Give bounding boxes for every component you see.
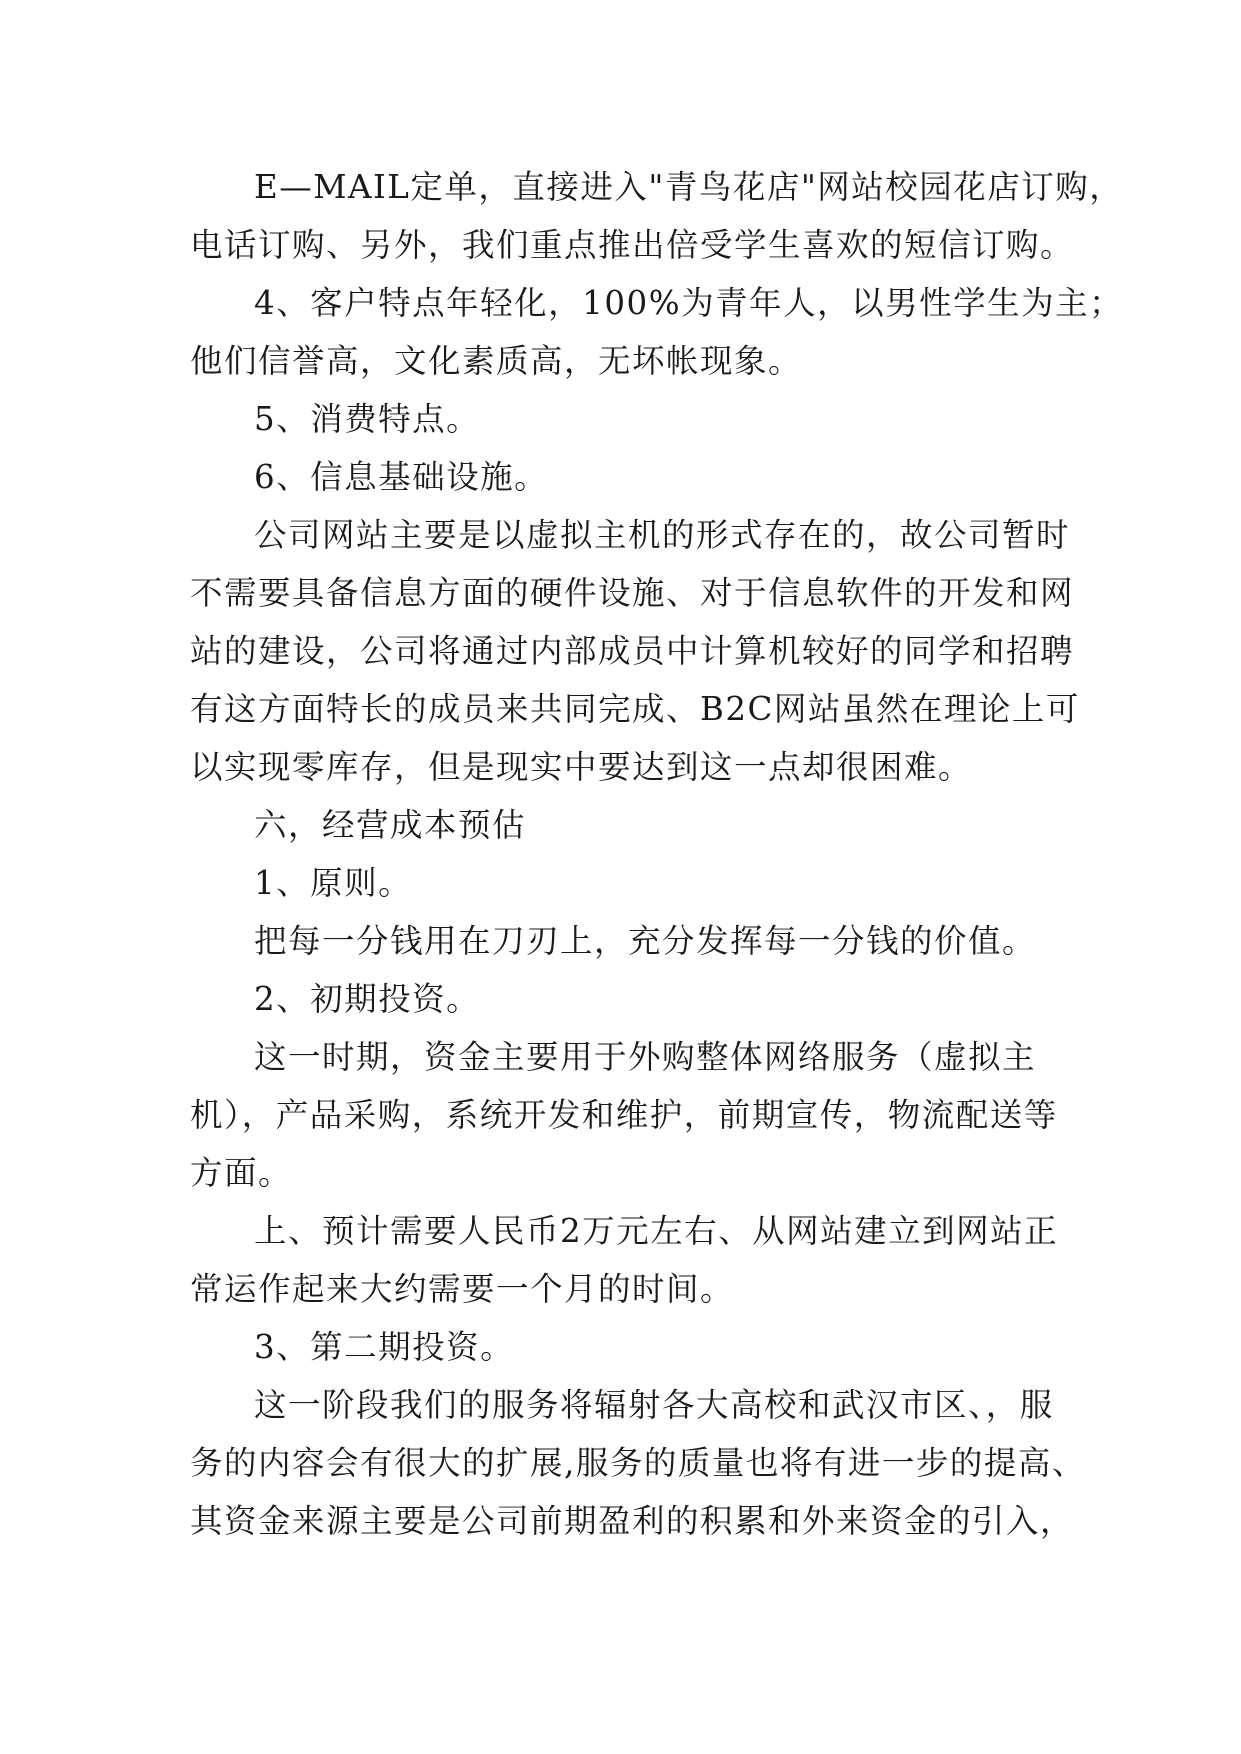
paragraph-line: 公司网站主要是以虚拟主机的形式存在的，故公司暂时: [254, 516, 1071, 554]
paragraph-line: 不需要具备信息方面的硬件设施、对于信息软件的开发和网: [190, 574, 1075, 612]
paragraph-line: 电话订购、另外，我们重点推出倍受学生喜欢的短信订购。: [190, 226, 1075, 264]
paragraph-line: 常运作起来大约需要一个月的时间。: [190, 1270, 735, 1308]
section-heading: 六，经营成本预估: [254, 806, 527, 844]
section-heading: 3、第二期投资。: [254, 1328, 515, 1366]
paragraph-line: 站的建设，公司将通过内部成员中计算机较好的同学和招聘: [190, 632, 1075, 670]
paragraph-line: 务的内容会有很大的扩展,服务的质量也将有进一步的提高、: [190, 1444, 1086, 1482]
section-heading: 1、原则。: [254, 864, 413, 902]
paragraph-line: 其资金来源主要是公司前期盈利的积累和外来资金的引入，: [190, 1502, 1075, 1540]
paragraph-line: 有这方面特长的成员来共同完成、B2C网站虽然在理论上可: [190, 690, 1080, 728]
paragraph-line: 这一阶段我们的服务将辐射各大高校和武汉市区、，服: [254, 1386, 1054, 1424]
paragraph-line: 他们信誉高，文化素质高，无坏帐现象。: [190, 342, 803, 380]
paragraph-line: 方面。: [190, 1154, 293, 1192]
paragraph-line: 机），产品采购，系统开发和维护，前期宣传，物流配送等: [190, 1096, 1058, 1134]
section-heading: 5、消费特点。: [254, 400, 481, 438]
section-heading: 2、初期投资。: [254, 980, 481, 1018]
paragraph-line: 这一时期，资金主要用于外购整体网络服务（虚拟主: [254, 1038, 1037, 1076]
paragraph-line: 以实现零库存，但是现实中要达到这一点却很困难。: [190, 748, 973, 786]
section-heading: 6、信息基础设施。: [254, 458, 549, 496]
paragraph-line: 上、预计需要人民币2万元左右、从网站建立到网站正: [254, 1212, 1059, 1250]
paragraph-line: 把每一分钱用在刀刃上，充分发挥每一分钱的价值。: [254, 922, 1037, 960]
paragraph-line: E—MAIL定单，直接进入"青鸟花店"网站校园花店订购，: [254, 168, 1124, 206]
paragraph-line: 4、客户特点年轻化，100%为青年人，以男性学生为主；: [254, 284, 1124, 322]
